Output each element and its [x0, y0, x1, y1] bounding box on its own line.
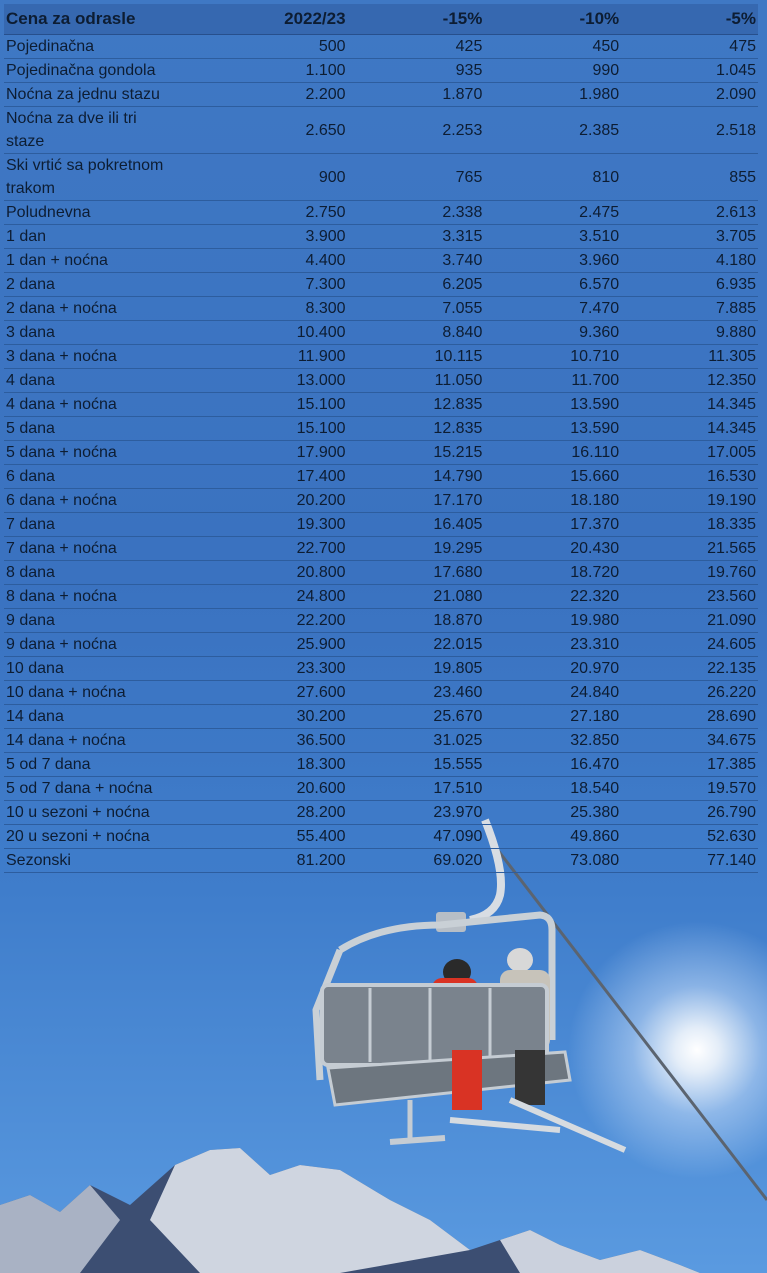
price-cell: 24.840 [484, 681, 621, 705]
table-row [4, 537, 758, 561]
price-cell: 26.790 [621, 801, 758, 825]
price-cell: 2.338 [348, 201, 485, 225]
price-cell: 23.460 [348, 681, 485, 705]
price-cell: 2.090 [621, 83, 758, 107]
header-discount-10: -10% [484, 4, 621, 35]
price-cell: 450 [484, 35, 621, 59]
price-cell: 17.005 [621, 441, 758, 465]
row-label: Pojedinačna [4, 35, 178, 59]
table-row [4, 321, 758, 345]
price-cell: 15.100 [178, 417, 348, 441]
price-cell: 20.600 [178, 777, 348, 801]
price-cell: 32.850 [484, 729, 621, 753]
table-row [4, 35, 758, 59]
price-cell: 500 [178, 35, 348, 59]
price-cell: 11.305 [621, 345, 758, 369]
footrest [390, 1138, 445, 1142]
price-cell: 3.900 [178, 225, 348, 249]
price-cell: 34.675 [621, 729, 758, 753]
row-label: 9 dana [4, 609, 178, 633]
price-cell: 20.970 [484, 657, 621, 681]
price-cell: 3.740 [348, 249, 485, 273]
table-row [4, 705, 758, 729]
row-label: 1 dan [4, 225, 178, 249]
price-cell: 765 [348, 154, 485, 201]
table-row [4, 489, 758, 513]
price-cell: 7.055 [348, 297, 485, 321]
price-cell: 21.090 [621, 609, 758, 633]
price-cell: 6.205 [348, 273, 485, 297]
price-cell: 52.630 [621, 825, 758, 849]
price-cell: 10.115 [348, 345, 485, 369]
price-cell: 1.045 [621, 59, 758, 83]
price-cell: 2.650 [178, 107, 348, 154]
table-row [4, 633, 758, 657]
price-cell: 18.720 [484, 561, 621, 585]
price-cell: 475 [621, 35, 758, 59]
header-category: Cena za odrasle [4, 4, 178, 35]
table-row [4, 465, 758, 489]
price-cell: 855 [621, 154, 758, 201]
price-cell: 15.555 [348, 753, 485, 777]
price-cell: 10.710 [484, 345, 621, 369]
table-row [4, 777, 758, 801]
row-label: 3 dana + noćna [4, 345, 178, 369]
price-cell: 2.518 [621, 107, 758, 154]
header-discount-5: -5% [621, 4, 758, 35]
row-label: 5 od 7 dana [4, 753, 178, 777]
price-cell: 25.900 [178, 633, 348, 657]
row-label: 4 dana [4, 369, 178, 393]
price-cell: 990 [484, 59, 621, 83]
table-row [4, 345, 758, 369]
price-cell: 18.335 [621, 513, 758, 537]
price-cell: 23.300 [178, 657, 348, 681]
row-label: 5 od 7 dana + noćna [4, 777, 178, 801]
price-cell: 21.565 [621, 537, 758, 561]
table-row [4, 585, 758, 609]
price-cell: 17.510 [348, 777, 485, 801]
price-cell: 19.570 [621, 777, 758, 801]
price-cell: 49.860 [484, 825, 621, 849]
table-row [4, 849, 758, 873]
price-cell: 3.315 [348, 225, 485, 249]
row-label: 10 u sezoni + noćna [4, 801, 178, 825]
price-cell: 17.680 [348, 561, 485, 585]
price-cell: 2.253 [348, 107, 485, 154]
table-row [4, 825, 758, 849]
row-label: 8 dana + noćna [4, 585, 178, 609]
row-label: 5 dana [4, 417, 178, 441]
table-row [4, 201, 758, 225]
price-cell: 25.670 [348, 705, 485, 729]
price-cell: 23.560 [621, 585, 758, 609]
price-cell: 20.200 [178, 489, 348, 513]
price-cell: 25.380 [484, 801, 621, 825]
row-label: 14 dana [4, 705, 178, 729]
row-label: Noćna za dve ili tri staze [4, 107, 178, 154]
price-cell: 19.980 [484, 609, 621, 633]
price-cell: 55.400 [178, 825, 348, 849]
price-cell: 24.800 [178, 585, 348, 609]
price-cell: 15.100 [178, 393, 348, 417]
price-cell: 11.050 [348, 369, 485, 393]
price-cell: 4.180 [621, 249, 758, 273]
price-cell: 22.015 [348, 633, 485, 657]
price-cell: 16.110 [484, 441, 621, 465]
price-cell: 19.300 [178, 513, 348, 537]
price-cell: 19.190 [621, 489, 758, 513]
price-cell: 13.590 [484, 417, 621, 441]
price-cell: 23.970 [348, 801, 485, 825]
row-label: 2 dana [4, 273, 178, 297]
price-cell: 26.220 [621, 681, 758, 705]
price-cell: 21.080 [348, 585, 485, 609]
price-cell: 19.295 [348, 537, 485, 561]
price-cell: 3.705 [621, 225, 758, 249]
row-label: 4 dana + noćna [4, 393, 178, 417]
price-cell: 30.200 [178, 705, 348, 729]
table-row [4, 729, 758, 753]
price-cell: 16.405 [348, 513, 485, 537]
row-label: Ski vrtić sa pokretnom trakom [4, 154, 178, 201]
price-cell: 16.470 [484, 753, 621, 777]
header-discount-15: -15% [348, 4, 485, 35]
price-cell: 22.320 [484, 585, 621, 609]
price-cell: 12.835 [348, 417, 485, 441]
price-cell: 18.180 [484, 489, 621, 513]
price-cell: 36.500 [178, 729, 348, 753]
price-cell: 27.600 [178, 681, 348, 705]
table-row [4, 681, 758, 705]
table-row [4, 561, 758, 585]
price-cell: 810 [484, 154, 621, 201]
table-row [4, 225, 758, 249]
price-cell: 20.430 [484, 537, 621, 561]
price-cell: 69.020 [348, 849, 485, 873]
table-row [4, 753, 758, 777]
price-cell: 3.960 [484, 249, 621, 273]
price-cell: 14.345 [621, 417, 758, 441]
row-label: Pojedinačna gondola [4, 59, 178, 83]
row-label: 9 dana + noćna [4, 633, 178, 657]
price-cell: 12.835 [348, 393, 485, 417]
row-label: Noćna za jednu stazu [4, 83, 178, 107]
price-cell: 7.300 [178, 273, 348, 297]
price-cell: 28.690 [621, 705, 758, 729]
price-cell: 10.400 [178, 321, 348, 345]
price-cell: 8.840 [348, 321, 485, 345]
price-cell: 2.750 [178, 201, 348, 225]
price-cell: 8.300 [178, 297, 348, 321]
price-cell: 17.900 [178, 441, 348, 465]
table-row [4, 154, 758, 201]
row-label: 2 dana + noćna [4, 297, 178, 321]
price-table-body [4, 35, 758, 873]
table-row [4, 107, 758, 154]
price-cell: 22.200 [178, 609, 348, 633]
row-label: 3 dana [4, 321, 178, 345]
row-label: 8 dana [4, 561, 178, 585]
price-cell: 2.475 [484, 201, 621, 225]
row-label: 1 dan + noćna [4, 249, 178, 273]
price-cell: 11.700 [484, 369, 621, 393]
row-label: 6 dana + noćna [4, 489, 178, 513]
price-cell: 7.885 [621, 297, 758, 321]
price-cell: 3.510 [484, 225, 621, 249]
table-row [4, 83, 758, 107]
table-row [4, 417, 758, 441]
price-cell: 22.135 [621, 657, 758, 681]
price-cell: 2.200 [178, 83, 348, 107]
row-label: 5 dana + noćna [4, 441, 178, 465]
table-row [4, 609, 758, 633]
price-cell: 18.540 [484, 777, 621, 801]
price-cell: 18.870 [348, 609, 485, 633]
table-row [4, 369, 758, 393]
price-cell: 17.370 [484, 513, 621, 537]
row-label: 7 dana + noćna [4, 537, 178, 561]
price-cell: 13.000 [178, 369, 348, 393]
row-label: Sezonski [4, 849, 178, 873]
row-label: 20 u sezoni + noćna [4, 825, 178, 849]
table-header-row [4, 4, 758, 35]
price-cell: 6.570 [484, 273, 621, 297]
price-cell: 77.140 [621, 849, 758, 873]
price-cell: 13.590 [484, 393, 621, 417]
price-cell: 9.360 [484, 321, 621, 345]
table-row [4, 513, 758, 537]
price-cell: 9.880 [621, 321, 758, 345]
price-cell: 425 [348, 35, 485, 59]
price-cell: 15.215 [348, 441, 485, 465]
row-label: 6 dana [4, 465, 178, 489]
price-cell: 14.345 [621, 393, 758, 417]
price-cell: 23.310 [484, 633, 621, 657]
table-row [4, 249, 758, 273]
header-base-price: 2022/23 [178, 4, 348, 35]
price-cell: 27.180 [484, 705, 621, 729]
row-label: 10 dana + noćna [4, 681, 178, 705]
price-cell: 47.090 [348, 825, 485, 849]
table-row [4, 657, 758, 681]
price-table [4, 4, 758, 873]
price-cell: 73.080 [484, 849, 621, 873]
price-cell: 17.385 [621, 753, 758, 777]
table-row [4, 59, 758, 83]
price-cell: 935 [348, 59, 485, 83]
price-cell: 900 [178, 154, 348, 201]
price-cell: 17.170 [348, 489, 485, 513]
price-cell: 17.400 [178, 465, 348, 489]
price-cell: 18.300 [178, 753, 348, 777]
row-label: Poludnevna [4, 201, 178, 225]
table-row [4, 441, 758, 465]
price-cell: 1.100 [178, 59, 348, 83]
rider-legs-2 [515, 1050, 545, 1105]
price-cell: 19.805 [348, 657, 485, 681]
price-cell: 2.385 [484, 107, 621, 154]
price-cell: 15.660 [484, 465, 621, 489]
price-cell: 7.470 [484, 297, 621, 321]
seat-back [322, 985, 547, 1065]
ski-1 [450, 1120, 560, 1130]
table-row [4, 273, 758, 297]
price-cell: 2.613 [621, 201, 758, 225]
price-cell: 20.800 [178, 561, 348, 585]
rider-legs-1 [452, 1050, 482, 1110]
table-row [4, 297, 758, 321]
row-label: 10 dana [4, 657, 178, 681]
price-cell: 6.935 [621, 273, 758, 297]
price-cell: 11.900 [178, 345, 348, 369]
table-row [4, 393, 758, 417]
price-cell: 19.760 [621, 561, 758, 585]
price-cell: 22.700 [178, 537, 348, 561]
price-cell: 81.200 [178, 849, 348, 873]
price-cell: 28.200 [178, 801, 348, 825]
row-label: 14 dana + noćna [4, 729, 178, 753]
price-cell: 4.400 [178, 249, 348, 273]
row-label: 7 dana [4, 513, 178, 537]
rider-head-2 [507, 948, 533, 972]
price-cell: 16.530 [621, 465, 758, 489]
price-cell: 14.790 [348, 465, 485, 489]
price-cell: 1.870 [348, 83, 485, 107]
price-cell: 1.980 [484, 83, 621, 107]
price-cell: 12.350 [621, 369, 758, 393]
table-row [4, 801, 758, 825]
price-cell: 31.025 [348, 729, 485, 753]
price-cell: 24.605 [621, 633, 758, 657]
